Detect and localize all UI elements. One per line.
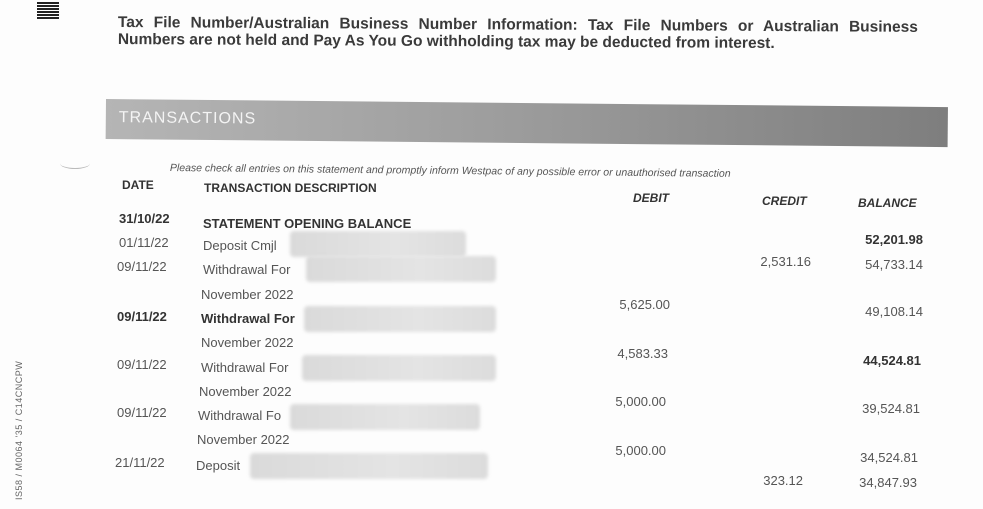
row-balance: 34,524.81 xyxy=(860,450,918,465)
row-description: Withdrawal Fo xyxy=(198,408,282,423)
row-description: STATEMENT OPENING BALANCE xyxy=(203,216,412,231)
row-debit: 5,625.00 xyxy=(619,297,670,312)
row-debit: 5,000.00 xyxy=(615,394,666,409)
side-reference-code: IS58 / M0064 '35 / C14CNCPW xyxy=(14,360,24,500)
transactions-banner xyxy=(106,99,948,147)
row-debit: 4,583.33 xyxy=(617,346,668,361)
row-description-sub: November 2022 xyxy=(201,335,294,350)
row-date: 31/10/22 xyxy=(119,211,170,226)
redaction-block xyxy=(306,256,496,282)
row-balance: 54,733.14 xyxy=(865,257,923,272)
redaction-block xyxy=(290,404,480,430)
column-credit: CREDIT xyxy=(762,194,807,208)
row-credit: 323.12 xyxy=(763,473,803,488)
row-credit: 2,531.16 xyxy=(760,254,811,269)
row-description-sub: November 2022 xyxy=(197,432,290,447)
column-balance: BALANCE xyxy=(858,196,917,210)
tax-notice: Tax File Number/Australian Business Number Information: Tax File Numbers or Australian Business Numbers are not held and Pay As You Go withholding tax may be deducted from interest. xyxy=(117,14,918,53)
row-date: 09/11/22 xyxy=(117,405,167,420)
row-date: 01/11/22 xyxy=(119,235,169,250)
row-date: 21/11/22 xyxy=(115,455,165,470)
section-title: TRANSACTIONS xyxy=(118,109,257,128)
row-description: Withdrawal For xyxy=(201,360,289,375)
redaction-block xyxy=(302,355,496,381)
row-balance: 44,524.81 xyxy=(863,353,921,368)
column-debit: DEBIT xyxy=(633,191,669,205)
row-date: 09/11/22 xyxy=(117,357,167,372)
row-balance: 34,847.93 xyxy=(859,475,917,490)
row-description: Withdrawal For xyxy=(201,311,295,326)
barcode-mark xyxy=(37,2,59,20)
row-description-sub: November 2022 xyxy=(201,287,294,302)
row-date: 09/11/22 xyxy=(117,259,167,274)
column-date: DATE xyxy=(122,178,154,192)
row-date: 09/11/22 xyxy=(117,309,167,324)
row-debit: 5,000.00 xyxy=(615,443,666,458)
check-notice: Please check all entries on this statement and promptly inform Westpac of any possible error or unauthorised transaction xyxy=(169,162,731,180)
row-balance: 39,524.81 xyxy=(862,401,920,416)
row-description: Deposit xyxy=(196,458,241,473)
column-description: TRANSACTION DESCRIPTION xyxy=(204,181,377,195)
row-description: Withdrawal For xyxy=(203,262,291,277)
redaction-block xyxy=(290,231,466,257)
row-description-sub: November 2022 xyxy=(199,384,292,399)
row-balance: 52,201.98 xyxy=(865,232,923,247)
row-balance: 49,108.14 xyxy=(865,304,923,319)
margin-mark xyxy=(60,158,90,169)
row-description: Deposit Cmjl xyxy=(203,238,277,253)
redaction-block xyxy=(304,306,496,332)
redaction-block xyxy=(250,453,488,479)
